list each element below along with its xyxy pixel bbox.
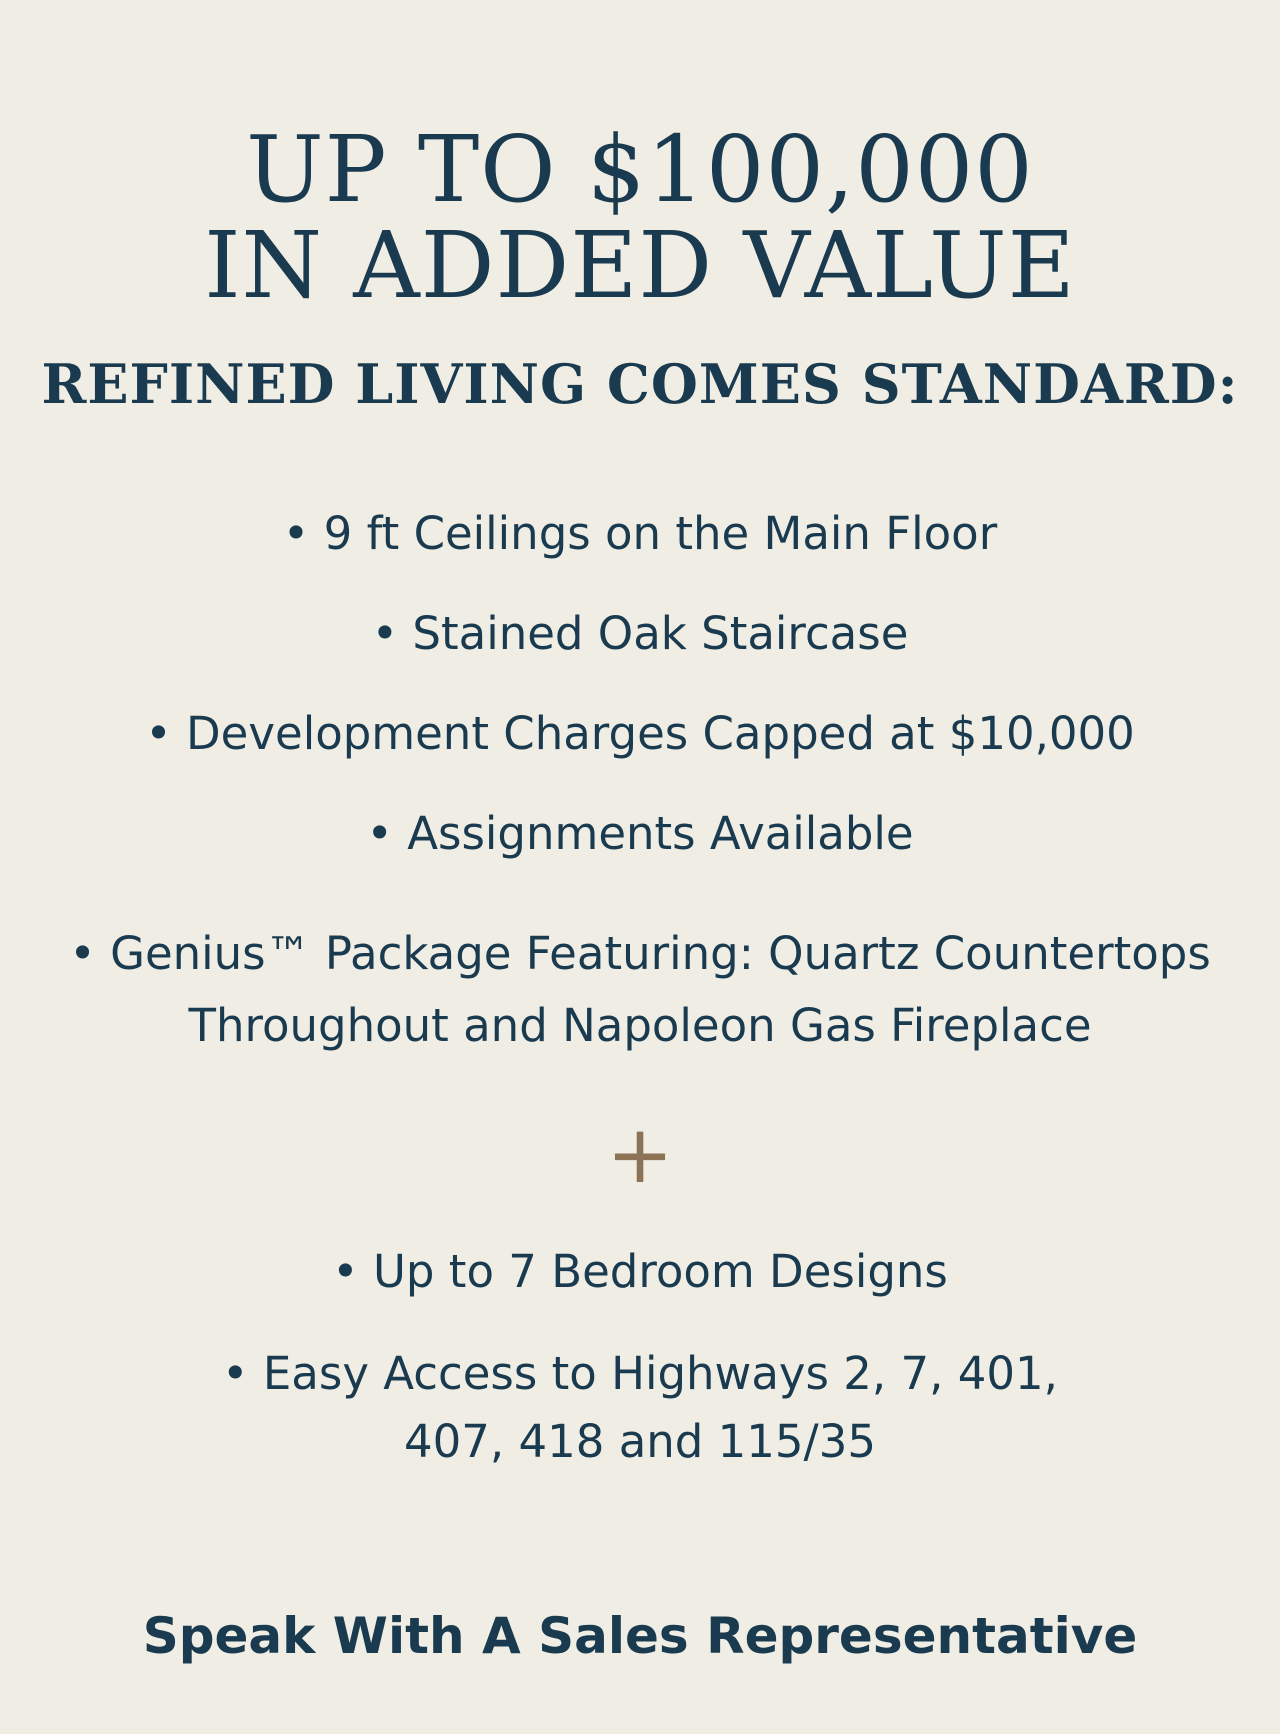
feature-highway-access-continued: 407, 418 and 115/35 xyxy=(404,1415,876,1468)
feature-assignments: • Assignments Available xyxy=(366,807,914,860)
feature-staircase: • Stained Oak Staircase xyxy=(371,607,909,660)
feature-genius-package-continued: Throughout and Napoleon Gas Fireplace xyxy=(188,999,1092,1052)
headline-line-2: IN ADDED VALUE xyxy=(204,212,1076,319)
feature-bedroom-designs: • Up to 7 Bedroom Designs xyxy=(332,1245,948,1298)
feature-development-charges: • Development Charges Capped at $10,000 xyxy=(145,707,1135,760)
sales-representative-link[interactable]: Speak With A Sales Representative xyxy=(142,1607,1138,1665)
plus-icon: + xyxy=(606,1108,674,1201)
subheading: REFINED LIVING COMES STANDARD: xyxy=(41,352,1239,416)
feature-ceilings: • 9 ft Ceilings on the Main Floor xyxy=(282,507,998,560)
headline-line-1: UP TO $100,000 xyxy=(246,116,1034,223)
feature-genius-package: • Genius™ Package Featuring: Quartz Countertops xyxy=(69,927,1211,980)
feature-highway-access: • Easy Access to Highways 2, 7, 401, xyxy=(222,1347,1058,1400)
